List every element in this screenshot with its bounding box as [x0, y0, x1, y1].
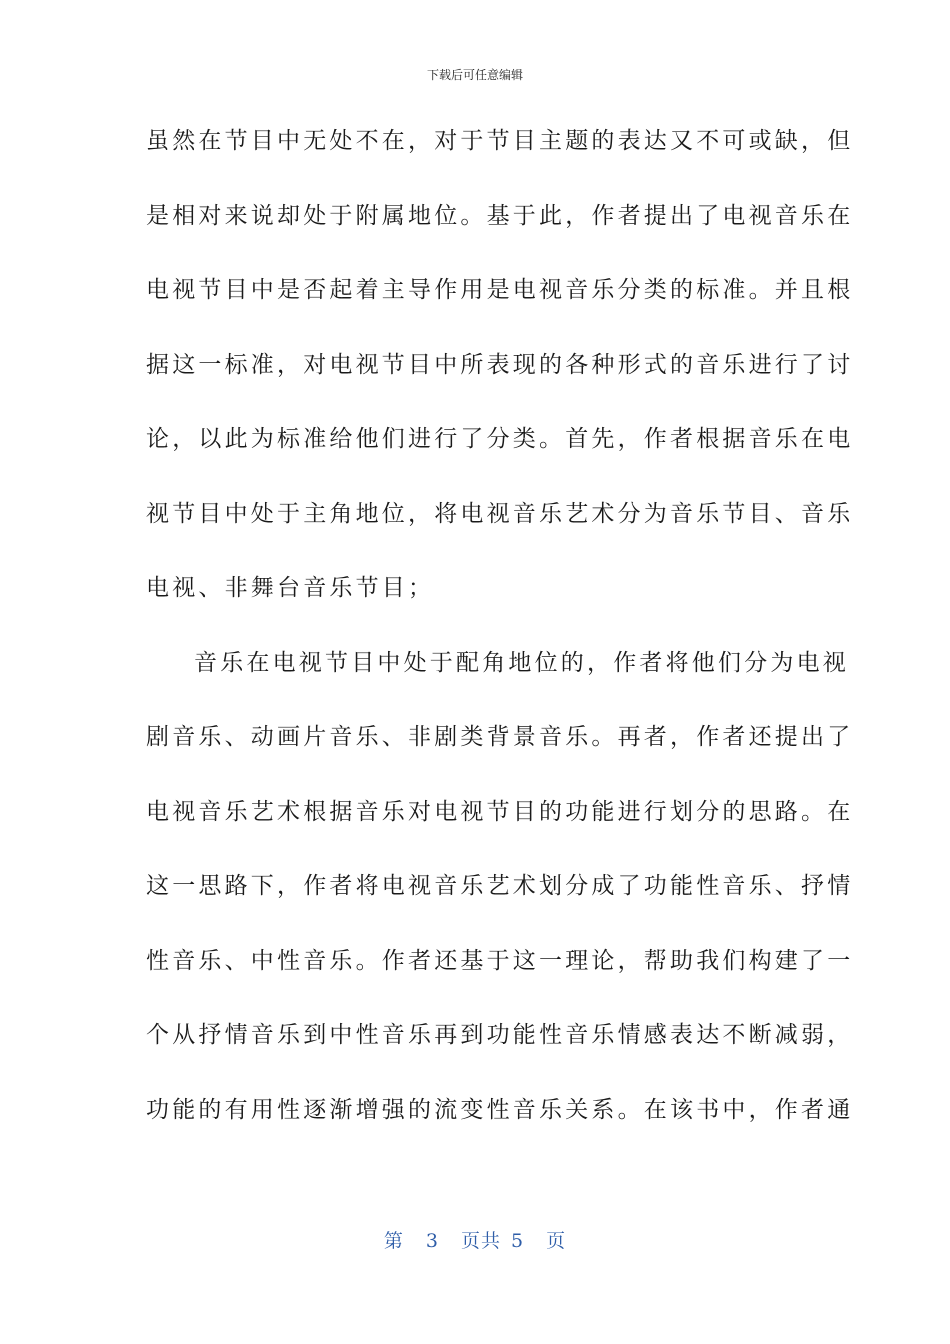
text-line-paragraph-start: 音乐在电视节目中处于配角地位的，作者将他们分为电视	[194, 649, 849, 676]
text-line: 电视节目中是否起着主导作用是电视音乐分类的标准。并且根	[146, 277, 854, 303]
footer-prefix: 第	[383, 1230, 404, 1252]
text-line: 虽然在节目中无处不在，对于节目主题的表达又不可或缺，但	[146, 128, 854, 154]
footer-suffix: 页	[546, 1230, 567, 1252]
text-line: 是相对来说却处于附属地位。基于此，作者提出了电视音乐在	[146, 202, 854, 229]
footer-middle: 页共	[460, 1230, 501, 1252]
text-line: 据这一标准，对电视节目中所表现的各种形式的音乐进行了讨	[146, 351, 854, 378]
text-line: 功能的有用性逐渐增强的流变性音乐关系。在该书中，作者通	[146, 1096, 854, 1123]
text-line: 视节目中处于主角地位，将电视音乐艺术分为音乐节目、音乐	[146, 500, 854, 527]
text-line: 剧音乐、动画片音乐、非剧类背景音乐。再者，作者还提出了	[146, 724, 854, 750]
text-line: 电视音乐艺术根据音乐对电视节目的功能进行划分的思路。在	[146, 798, 854, 825]
text-line: 电视、非舞台音乐节目；	[146, 575, 435, 601]
document-body	[146, 104, 854, 1147]
page-footer	[0, 1226, 950, 1253]
total-pages-number: 5	[511, 1230, 525, 1252]
text-line: 个从抒情音乐到中性音乐再到功能性音乐情感表达不断减弱，	[146, 1022, 854, 1048]
text-line: 性音乐、中性音乐。作者还基于这一理论，帮助我们构建了一	[146, 947, 854, 974]
text-line: 论，以此为标准给他们进行了分类。首先，作者根据音乐在电	[146, 426, 854, 452]
page-header: 下载后可任意编辑	[426, 68, 523, 82]
text-line: 这一思路下，作者将电视音乐艺术划分成了功能性音乐、抒情	[146, 873, 854, 899]
current-page-number: 3	[425, 1230, 439, 1252]
